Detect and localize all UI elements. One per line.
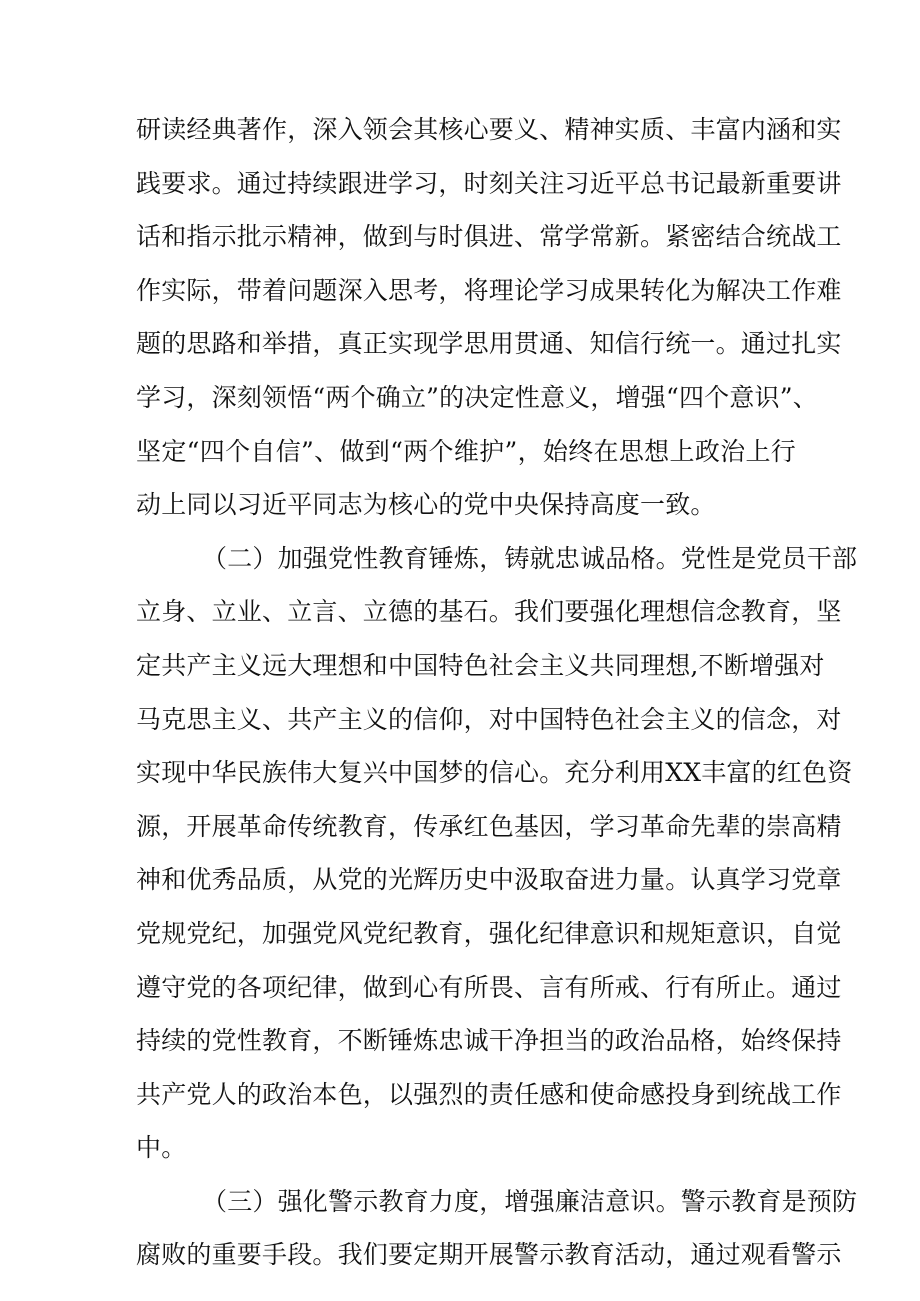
text-line: 立身、立业、立言、立德的基石。我们要强化理想信念教育，坚	[136, 597, 842, 627]
text-line: 学习，深刻领悟“两个确立”的决定性意义，增强“四个意识”、	[136, 382, 818, 412]
text-line: 源，开展革命传统教育，传承红色基因，学习革命先辈的崇高精	[136, 811, 842, 841]
text-line: 话和指示批示精神，做到与时俱进、常学常新。紧密结合统战工	[136, 222, 842, 252]
text-line: 题的思路和举措，真正实现学思用贯通、知信行统一。通过扎实	[136, 329, 842, 359]
text-line: 遵守党的各项纪律，做到心有所畏、言有所戒、行有所止。通过	[136, 972, 842, 1002]
text-line: 作实际，带着问题深入思考，将理论学习成果转化为解决工作难	[136, 275, 842, 305]
text-line: 马克思主义、共产主义的信仰，对中国特色社会主义的信念，对	[136, 704, 842, 734]
text-line: 中。	[136, 1133, 187, 1163]
section-heading-line: （二）加强党性教育锤炼，铸就忠诚品格。党性是党员干部	[202, 543, 858, 573]
text-line: 践要求。通过持续跟进学习，时刻关注习近平总书记最新重要讲	[136, 168, 842, 198]
text-line: 实现中华民族伟大复兴中国梦的信心。充分利用XX丰富的红色资	[136, 758, 853, 788]
text-line: 动上同以习近平同志为核心的党中央保持高度一致。	[136, 490, 716, 520]
text-line: 研读经典著作，深入领会其核心要义、精神实质、丰富内涵和实	[136, 115, 842, 144]
body-text	[136, 103, 858, 1282]
text-line: 腐败的重要手段。我们要定期开展警示教育活动，通过观看警示	[136, 1240, 842, 1270]
section-heading-line: （三）强化警示教育力度，增强廉洁意识。警示教育是预防	[202, 1186, 858, 1216]
text-line: 坚定“四个自信”、做到“两个维护”，始终在思想上政治上行	[136, 436, 796, 466]
text-line: 神和优秀品质，从党的光辉历史中汲取奋进力量。认真学习党章	[136, 865, 842, 895]
text-line: 定共产主义远大理想和中国特色社会主义共同理想,不断增强对	[136, 650, 825, 680]
text-line: 共产党人的政治本色，以强烈的责任感和使命感投身到统战工作	[136, 1079, 842, 1109]
text-line: 党规党纪，加强党风党纪教育，强化纪律意识和规矩意识，自觉	[136, 918, 842, 948]
text-line: 持续的党性教育，不断锤炼忠诚干净担当的政治品格，始终保持	[136, 1026, 842, 1056]
